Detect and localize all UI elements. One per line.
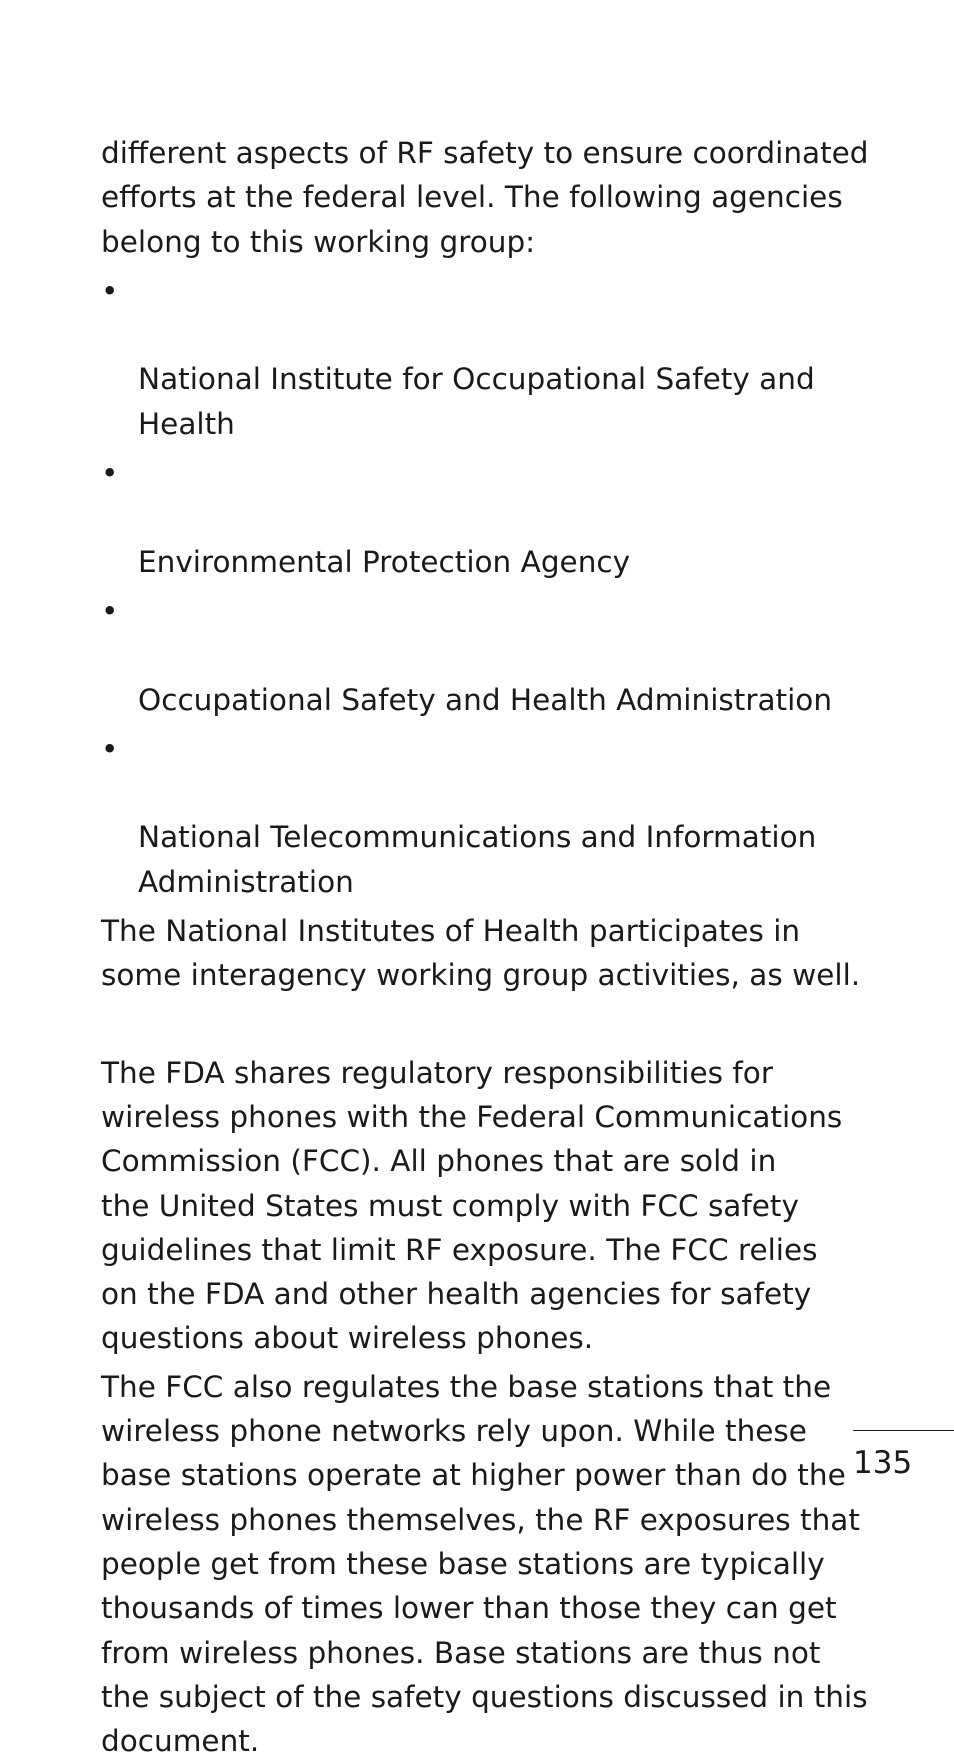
intro-paragraph: different aspects of RF safety to ensure coordinated efforts at the federal level. The following agencies belong to this working group:: [101, 136, 869, 259]
list-item: [101, 269, 881, 446]
page-number: 135: [853, 1445, 913, 1481]
bullet-icon: •: [101, 593, 119, 628]
page-content: [101, 131, 881, 1763]
list-item: [101, 727, 881, 904]
bullet-icon: •: [101, 731, 119, 766]
list-item: [101, 589, 881, 722]
nih-paragraph: The National Institutes of Health participates in some interagency working group activities, as well.: [101, 914, 861, 993]
agency-name: Environmental Protection Agency: [138, 544, 631, 579]
fda-paragraph: The FDA shares regulatory responsibilities for wireless phones with the Federal Communications Commission (FCC). All phones that are sold in the United States must comply with FCC safety guidelines that limit RF exposure. The FCC relies on the FDA and other health agencies for safety questions about wireless phones.: [101, 1055, 843, 1356]
bullet-icon: •: [101, 456, 119, 491]
list-item: [101, 451, 881, 584]
agency-list: [101, 269, 881, 904]
footer-divider: [853, 1430, 954, 1431]
agency-name: Occupational Safety and Health Administration: [138, 682, 833, 717]
agency-name: National Telecommunications and Information Administration: [138, 820, 817, 899]
bullet-icon: •: [101, 273, 119, 308]
fcc-paragraph: The FCC also regulates the base stations that the wireless phone networks rely upon. While these base stations operate at higher power than do the wireless phones themselves, the RF exposures that people get from these base stations are typically thousands of times lower than those they can get from wireless phones. Base stations are thus not the subject of the safety questions discussed in this document.: [101, 1369, 868, 1759]
agency-name: National Institute for Occupational Safety and Health: [138, 362, 815, 441]
paragraph-spacer: [101, 998, 881, 1051]
